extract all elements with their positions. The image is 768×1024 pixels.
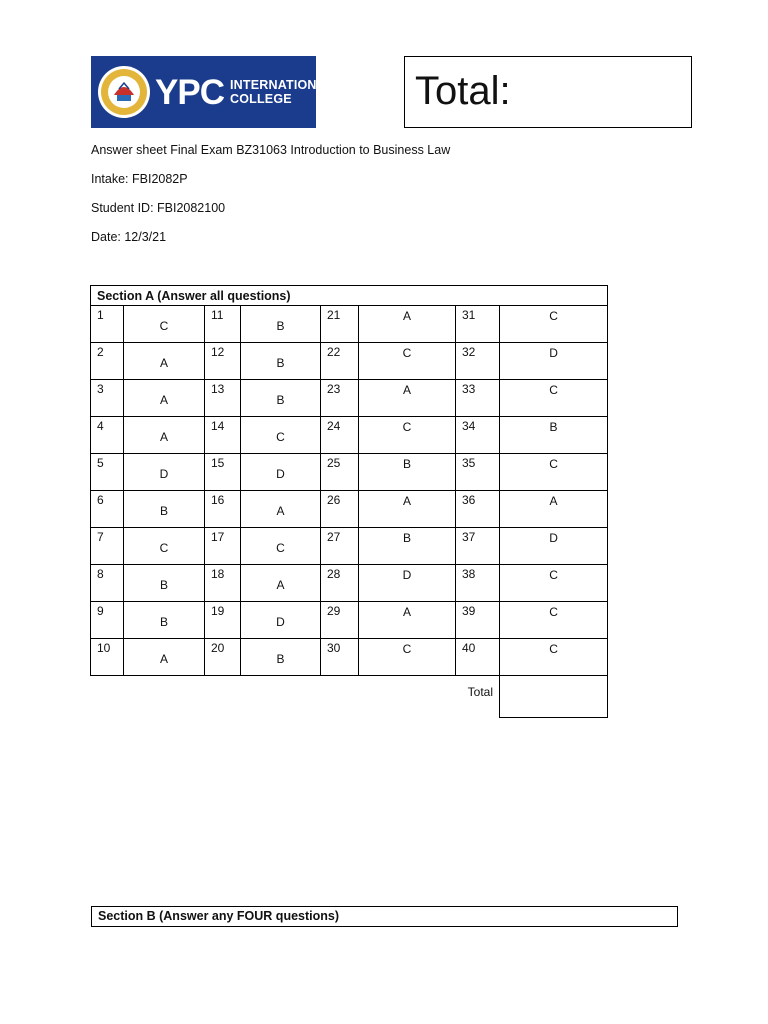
question-number: 11	[205, 306, 241, 343]
section-a-answer-table	[90, 285, 608, 718]
answer-cell: B	[359, 454, 456, 491]
answer-cell: A	[124, 639, 205, 676]
table-row	[91, 639, 608, 676]
question-number: 13	[205, 380, 241, 417]
total-row-spacer	[91, 676, 456, 718]
question-number: 32	[456, 343, 500, 380]
total-score-box	[404, 56, 692, 128]
answer-cell: A	[359, 491, 456, 528]
question-number: 23	[321, 380, 359, 417]
question-number: 39	[456, 602, 500, 639]
question-number: 37	[456, 528, 500, 565]
answer-cell: B	[241, 639, 321, 676]
table-row	[91, 380, 608, 417]
answer-cell: C	[500, 565, 608, 602]
question-number: 27	[321, 528, 359, 565]
question-number: 25	[321, 454, 359, 491]
answer-cell: D	[241, 602, 321, 639]
question-number: 35	[456, 454, 500, 491]
answer-cell: D	[500, 343, 608, 380]
question-number: 36	[456, 491, 500, 528]
answer-cell: C	[500, 602, 608, 639]
question-number: 33	[456, 380, 500, 417]
question-number: 16	[205, 491, 241, 528]
question-number: 29	[321, 602, 359, 639]
table-row	[91, 602, 608, 639]
question-number: 21	[321, 306, 359, 343]
table-row	[91, 528, 608, 565]
section-a-total-row	[91, 676, 608, 718]
section-a-total-box	[500, 676, 608, 718]
answer-cell: C	[500, 639, 608, 676]
intake-line: Intake: FBI2082P	[91, 172, 188, 186]
answer-cell: C	[500, 306, 608, 343]
answer-cell: A	[359, 602, 456, 639]
table-row	[91, 454, 608, 491]
answer-cell: C	[124, 306, 205, 343]
answer-cell: A	[241, 565, 321, 602]
answer-cell: B	[124, 565, 205, 602]
question-number: 17	[205, 528, 241, 565]
answer-cell: B	[124, 491, 205, 528]
logo-college-name	[230, 78, 334, 106]
answer-cell: C	[359, 343, 456, 380]
question-number: 34	[456, 417, 500, 454]
total-score-label: Total:	[415, 69, 511, 113]
question-number: 2	[91, 343, 124, 380]
answer-cell: D	[241, 454, 321, 491]
table-row	[91, 491, 608, 528]
question-number: 8	[91, 565, 124, 602]
question-number: 7	[91, 528, 124, 565]
answer-cell: C	[359, 417, 456, 454]
question-number: 31	[456, 306, 500, 343]
exam-title: Answer sheet Final Exam BZ31063 Introduction to Business Law	[91, 143, 451, 157]
section-a-total-label: Total	[467, 685, 493, 699]
answer-cell: B	[241, 380, 321, 417]
question-number: 40	[456, 639, 500, 676]
question-number: 5	[91, 454, 124, 491]
table-row	[91, 343, 608, 380]
section-a-title: Section A (Answer all questions)	[91, 286, 608, 306]
answer-cell: D	[359, 565, 456, 602]
table-row	[91, 306, 608, 343]
college-seal-icon	[97, 65, 151, 119]
answer-cell: A	[359, 380, 456, 417]
logo-line-2: COLLEGE	[229, 92, 292, 106]
question-number: 19	[205, 602, 241, 639]
question-number: 22	[321, 343, 359, 380]
answer-cell: C	[124, 528, 205, 565]
question-number: 4	[91, 417, 124, 454]
answer-cell: D	[124, 454, 205, 491]
answer-cell: C	[500, 380, 608, 417]
question-number: 10	[91, 639, 124, 676]
answer-cell: C	[500, 454, 608, 491]
answer-cell: B	[500, 417, 608, 454]
answer-cell: D	[500, 528, 608, 565]
answer-cell: A	[500, 491, 608, 528]
answer-cell: B	[241, 343, 321, 380]
question-number: 38	[456, 565, 500, 602]
answer-cell: A	[124, 380, 205, 417]
question-number: 20	[205, 639, 241, 676]
answer-cell: C	[241, 528, 321, 565]
table-row	[91, 565, 608, 602]
section-b-title: Section B (Answer any FOUR questions)	[91, 906, 678, 927]
question-number: 26	[321, 491, 359, 528]
question-number: 1	[91, 306, 124, 343]
logo-brand: YPC	[155, 72, 224, 112]
question-number: 18	[205, 565, 241, 602]
answer-cell: A	[124, 417, 205, 454]
answer-cell: A	[124, 343, 205, 380]
answer-cell: A	[241, 491, 321, 528]
answer-cell: C	[241, 417, 321, 454]
question-number: 14	[205, 417, 241, 454]
question-number: 3	[91, 380, 124, 417]
question-number: 24	[321, 417, 359, 454]
question-number: 9	[91, 602, 124, 639]
answer-cell: C	[359, 639, 456, 676]
answer-cell: B	[241, 306, 321, 343]
question-number: 30	[321, 639, 359, 676]
answer-cell: A	[359, 306, 456, 343]
logo-line-1: INTERNATIONAL	[229, 78, 334, 92]
question-number: 6	[91, 491, 124, 528]
answer-cell: B	[124, 602, 205, 639]
college-logo	[91, 56, 334, 128]
date-line: Date: 12/3/21	[91, 230, 167, 244]
question-number: 15	[205, 454, 241, 491]
table-row	[91, 417, 608, 454]
question-number: 28	[321, 565, 359, 602]
question-number: 12	[205, 343, 241, 380]
student-id-line: Student ID: FBI2082100	[91, 201, 226, 215]
answer-cell: B	[359, 528, 456, 565]
